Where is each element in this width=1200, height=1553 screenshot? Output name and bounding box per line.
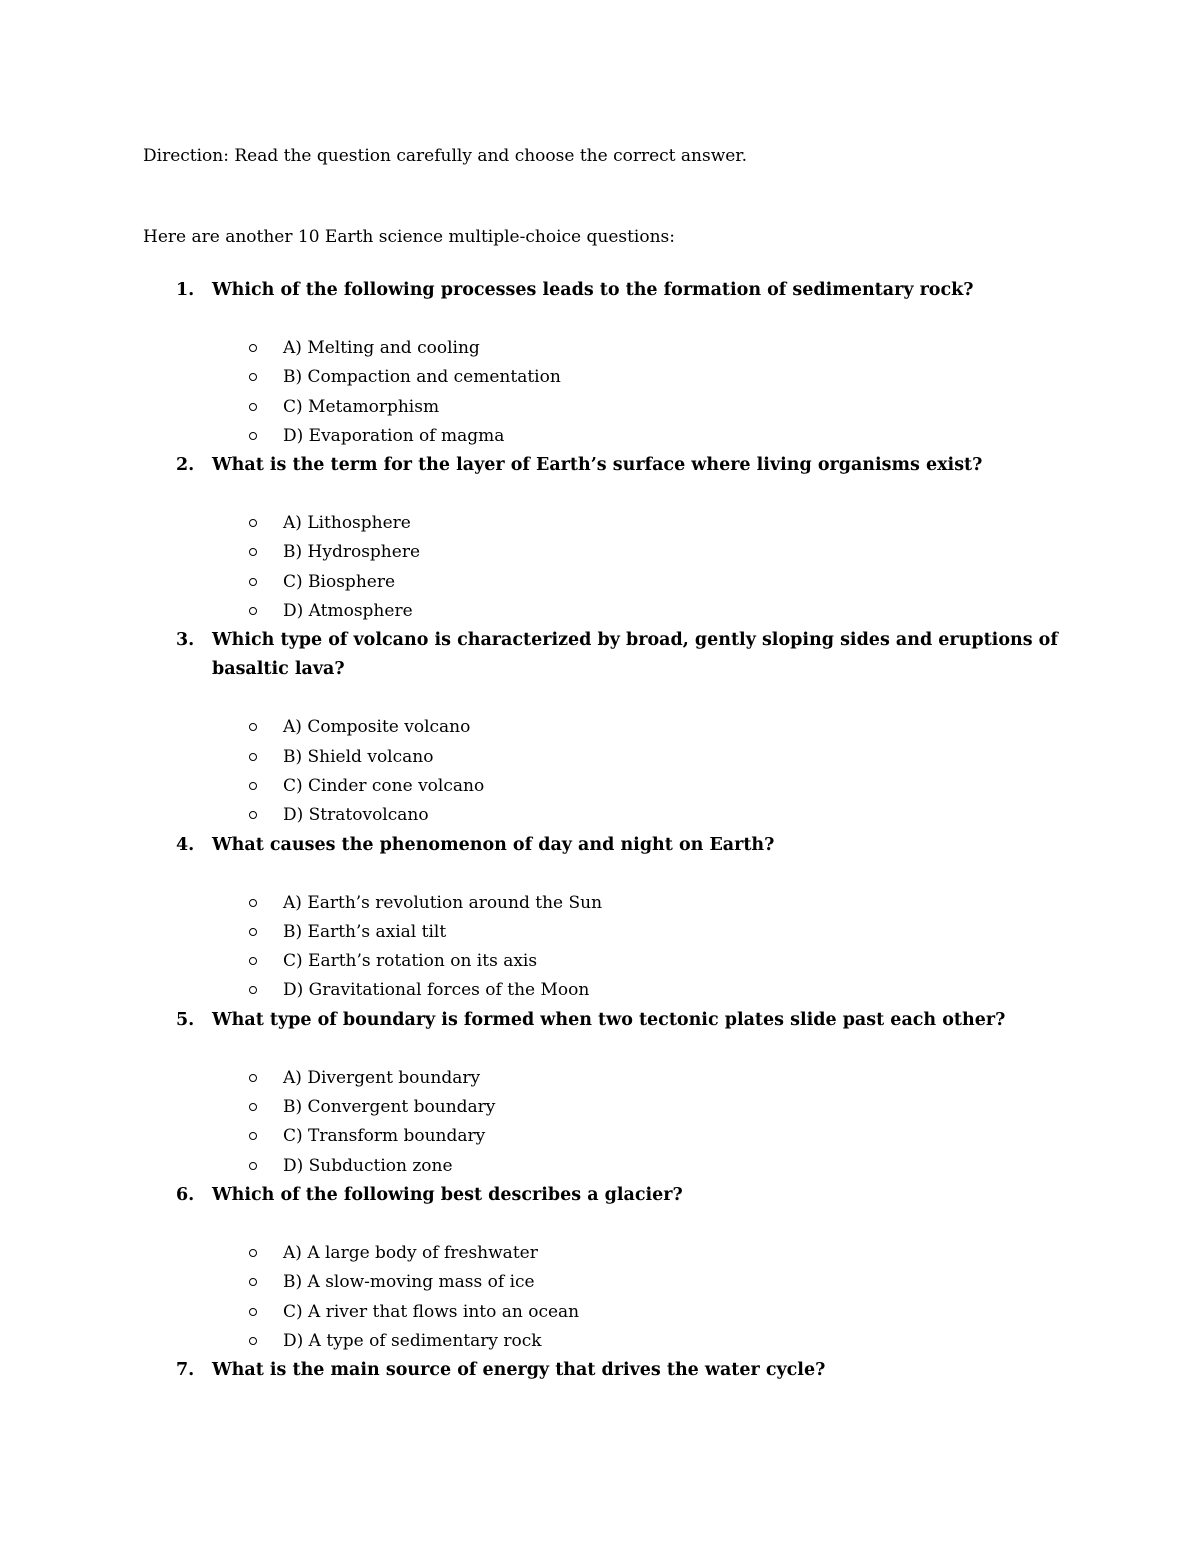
question-item — [0, 831, 1200, 1006]
answer-option — [0, 597, 1200, 626]
answer-option — [0, 422, 1200, 451]
question-number: 1. — [176, 280, 195, 300]
answer-option-text: D) A type of sedimentary rock — [283, 1330, 542, 1351]
hollow-circle-bullet-icon — [249, 403, 257, 411]
hollow-circle-bullet-icon — [249, 928, 257, 936]
hollow-circle-bullet-icon — [249, 811, 257, 819]
question-number: 7. — [176, 1360, 195, 1381]
question-item — [0, 1181, 1200, 1356]
answer-option — [0, 1093, 1200, 1122]
answer-option-text: D) Atmosphere — [283, 601, 413, 622]
question-text: Which of the following processes leads to the formation of sedimentary rock? — [212, 280, 974, 300]
answer-option — [0, 772, 1200, 801]
hollow-circle-bullet-icon — [249, 344, 257, 352]
question-item — [0, 626, 1200, 830]
answer-option — [0, 976, 1200, 1005]
question-number: 4. — [176, 834, 195, 855]
hollow-circle-bullet-icon — [249, 1278, 257, 1286]
hollow-circle-bullet-icon — [249, 957, 257, 965]
answer-option — [0, 1064, 1200, 1093]
answer-option-text: C) A river that flows into an ocean — [283, 1301, 580, 1322]
hollow-circle-bullet-icon — [249, 607, 257, 615]
hollow-circle-bullet-icon — [249, 1249, 257, 1257]
answer-option — [0, 1152, 1200, 1181]
answer-option — [0, 801, 1200, 830]
answer-option-text: D) Evaporation of magma — [283, 425, 505, 446]
question-item — [0, 1006, 1200, 1181]
question-row — [0, 1181, 1200, 1210]
answer-option — [0, 334, 1200, 363]
hollow-circle-bullet-icon — [249, 1337, 257, 1345]
answer-option — [0, 918, 1200, 947]
answer-option — [0, 1268, 1200, 1297]
question-row — [0, 451, 1200, 480]
answer-option-text: C) Biosphere — [283, 571, 396, 592]
question-text: Which of the following best describes a glacier? — [212, 1184, 683, 1205]
question-list — [0, 276, 1200, 1385]
hollow-circle-bullet-icon — [249, 899, 257, 907]
answer-option-text: A) Lithosphere — [283, 513, 411, 534]
answer-option-text: D) Stratovolcano — [283, 805, 429, 826]
answer-option-text: A) A large body of freshwater — [283, 1242, 538, 1263]
hollow-circle-bullet-icon — [249, 986, 257, 994]
hollow-circle-bullet-icon — [249, 578, 257, 586]
hollow-circle-bullet-icon — [249, 373, 257, 381]
direction-text: Direction: Read the question carefully and choose the correct answer. — [143, 146, 747, 166]
intro-text: Here are another 10 Earth science multiple-choice questions: — [143, 227, 676, 247]
answer-option — [0, 889, 1200, 918]
option-list — [0, 684, 1200, 830]
answer-option — [0, 1327, 1200, 1356]
answer-option-text: C) Metamorphism — [283, 396, 440, 417]
hollow-circle-bullet-icon — [249, 519, 257, 527]
question-item — [0, 451, 1200, 626]
question-row — [0, 1356, 1200, 1385]
option-list — [0, 1035, 1200, 1181]
answer-option-text: B) Convergent boundary — [283, 1097, 496, 1118]
answer-option-text: B) Earth’s axial tilt — [283, 921, 447, 942]
question-text: Which type of volcano is characterized by broad, gently sloping sides and eruptions of basaltic lava? — [212, 630, 1058, 680]
option-list — [0, 860, 1200, 1006]
answer-option-text: B) Hydrosphere — [283, 542, 421, 563]
answer-option — [0, 743, 1200, 772]
hollow-circle-bullet-icon — [249, 548, 257, 556]
hollow-circle-bullet-icon — [249, 782, 257, 790]
hollow-circle-bullet-icon — [249, 753, 257, 761]
answer-option-text: A) Composite volcano — [283, 717, 471, 738]
question-text: What causes the phenomenon of day and night on Earth? — [212, 834, 775, 855]
answer-option — [0, 713, 1200, 742]
hollow-circle-bullet-icon — [249, 432, 257, 440]
option-list — [0, 480, 1200, 626]
answer-option — [0, 393, 1200, 422]
answer-option-text: C) Cinder cone volcano — [283, 775, 485, 796]
answer-option-text: B) Compaction and cementation — [283, 367, 561, 388]
hollow-circle-bullet-icon — [249, 1103, 257, 1111]
hollow-circle-bullet-icon — [249, 1162, 257, 1170]
question-text: What type of boundary is formed when two tectonic plates slide past each other? — [212, 1009, 1006, 1030]
answer-option — [0, 1298, 1200, 1327]
option-list — [0, 1210, 1200, 1356]
answer-option — [0, 509, 1200, 538]
hollow-circle-bullet-icon — [249, 1308, 257, 1316]
hollow-circle-bullet-icon — [249, 1132, 257, 1140]
question-text: What is the term for the layer of Earth’s surface where living organisms exist? — [212, 455, 983, 476]
answer-option-text: B) Shield volcano — [283, 746, 434, 767]
answer-option-text: D) Gravitational forces of the Moon — [283, 980, 590, 1001]
option-list — [0, 305, 1200, 451]
question-number: 5. — [176, 1009, 195, 1030]
question-number: 6. — [176, 1184, 195, 1205]
hollow-circle-bullet-icon — [249, 723, 257, 731]
answer-option — [0, 947, 1200, 976]
question-number: 3. — [176, 630, 195, 651]
answer-option — [0, 538, 1200, 567]
question-row — [0, 1006, 1200, 1035]
answer-option — [0, 1239, 1200, 1268]
question-row — [0, 831, 1200, 860]
answer-option — [0, 568, 1200, 597]
question-item — [0, 276, 1200, 451]
answer-option-text: C) Earth’s rotation on its axis — [283, 951, 538, 972]
question-text: What is the main source of energy that drives the water cycle? — [212, 1360, 826, 1381]
answer-option-text: C) Transform boundary — [283, 1126, 486, 1147]
hollow-circle-bullet-icon — [249, 1074, 257, 1082]
question-row — [0, 626, 1200, 684]
answer-option-text: D) Subduction zone — [283, 1155, 453, 1176]
answer-option — [0, 363, 1200, 392]
answer-option-text: A) Melting and cooling — [283, 338, 480, 358]
answer-option-text: B) A slow-moving mass of ice — [283, 1272, 535, 1293]
question-row — [0, 276, 1200, 305]
answer-option-text: A) Earth’s revolution around the Sun — [283, 892, 603, 913]
answer-option-text: A) Divergent boundary — [283, 1067, 481, 1088]
question-number: 2. — [176, 455, 195, 476]
question-item — [0, 1356, 1200, 1385]
answer-option — [0, 1122, 1200, 1151]
